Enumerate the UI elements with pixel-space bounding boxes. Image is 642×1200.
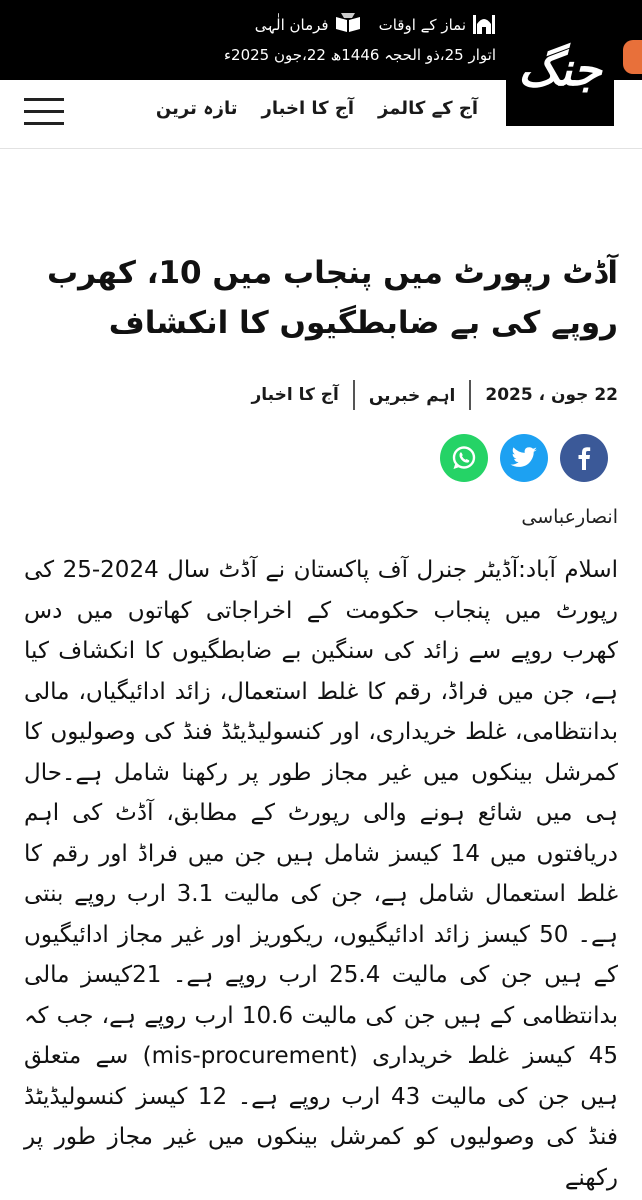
- meta-divider: [469, 380, 471, 410]
- namaz-link[interactable]: [379, 12, 496, 38]
- mosque-icon: [472, 12, 496, 38]
- whatsapp-share-button[interactable]: [440, 434, 488, 482]
- namaz-label: نماز کے اوقات: [378, 16, 466, 34]
- menu-icon[interactable]: [24, 98, 64, 128]
- logo-text: جنگ: [518, 42, 602, 96]
- farman-link[interactable]: [255, 13, 361, 37]
- hijri-date: اتوار 25،ذو الحجہ 1446ھ 22،جون 2025ء: [223, 46, 496, 64]
- nav-item-columns[interactable]: آج کے کالمز: [378, 98, 478, 119]
- facebook-icon: [571, 445, 597, 471]
- article-meta: [251, 380, 618, 410]
- jang-logo[interactable]: [506, 12, 614, 126]
- share-buttons: [440, 434, 608, 482]
- whatsapp-icon: [450, 444, 478, 472]
- nav-item-todays-paper[interactable]: آج کا اخبار: [261, 98, 355, 119]
- farman-label: فرمان الٰہی: [254, 16, 329, 34]
- quran-icon: [335, 13, 361, 37]
- top-links: [255, 12, 496, 38]
- article-headline: آڈٹ رپورٹ میں پنجاب میں 10، کھرب روپے کی بے ضابطگیوں کا انکشاف: [46, 255, 618, 341]
- meta-divider: [353, 380, 355, 410]
- article-author[interactable]: انصارعباسی: [521, 506, 618, 528]
- twitter-icon: [510, 446, 538, 470]
- meta-date: 22 جون ، 2025: [485, 385, 618, 405]
- article-body: اسلام آباد:آڈیٹر جنرل آف پاکستان نے آڈٹ سال 2024-25 کی رپورٹ میں پنجاب حکومت کے اخراجاتی کھاتوں میں دس کھرب روپے سے زائد کی سنگین بے ضابطگیوں کا انکشاف کیا ہے، جن میں فراڈ، رقم کا غلط استعمال، زائد ادائیگیاں، مالی بدانتظامی، غلط خریداری، اور کنسولیڈیٹڈ فنڈ کی وصولیوں کا کمرشل بینکوں میں غیر مجاز طور پر رکھنا شامل ہے۔حال ہی میں شائع ہونے والی رپورٹ کے مطابق، آڈٹ کی اہم دریافتوں میں 14 کیسز شامل ہیں جن میں فراڈ اور رقم کا غلط استعمال شامل ہے، جن کی مالیت 3.1 ارب روپے بنتی ہے۔ 50 کیسز زائد ادائیگیوں، ریکوریز اور غیر مجاز ادائیگیوں کے ہیں جن کی مالیت 25.4 ارب روپے ہے۔ 21کیسز مالی بدانتظامی کے ہیں جن کی مالیت 10.6 ارب روپے ہے، جب کہ 45 کیسز غلط خریداری (mis-procurement) سے متعلق ہیں جن کی مالیت 43 ارب روپے ہے۔ 12 کیسز کنسولیڈیٹڈ فنڈ کی وصولیوں کو کمرشل بینکوں میں غیر مجاز طور پر رکھنے: [24, 557, 619, 1191]
- nav-links: [156, 98, 478, 119]
- edge-tab[interactable]: [623, 40, 642, 74]
- facebook-share-button[interactable]: [560, 434, 608, 482]
- meta-category[interactable]: اہم خبریں: [368, 385, 456, 406]
- twitter-share-button[interactable]: [500, 434, 548, 482]
- meta-section[interactable]: آج کا اخبار: [251, 385, 339, 405]
- nav-item-latest[interactable]: تازہ ترین: [155, 98, 238, 119]
